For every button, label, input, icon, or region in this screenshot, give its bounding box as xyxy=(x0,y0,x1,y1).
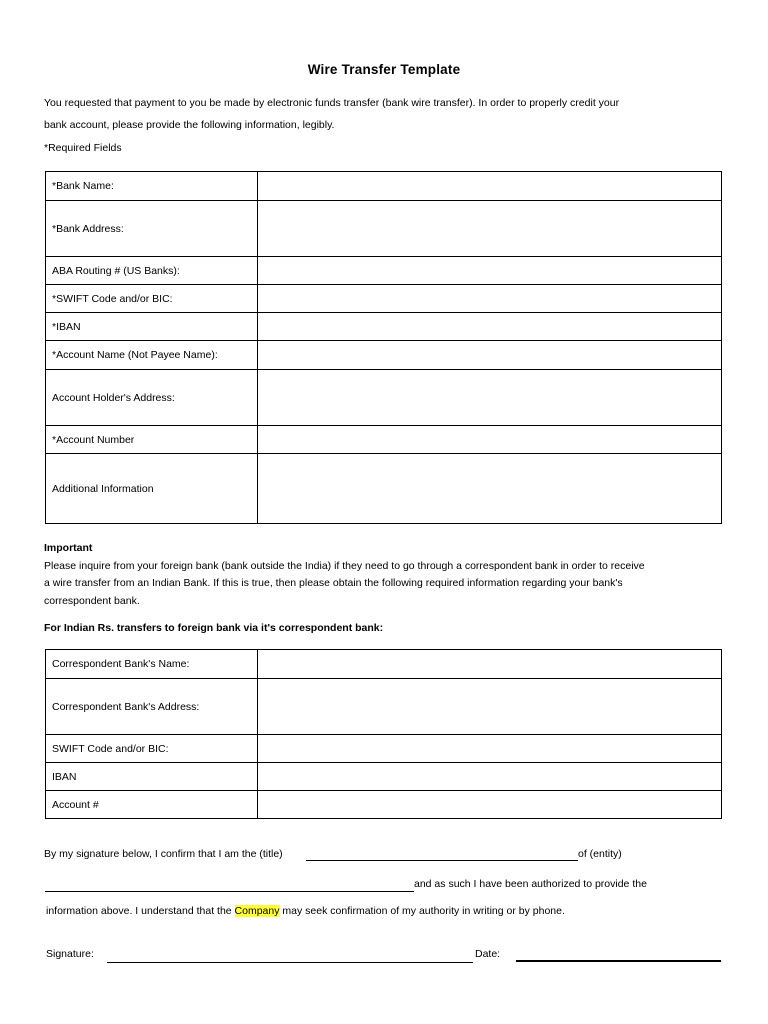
bank-address-label: *Bank Address: xyxy=(46,201,258,257)
swift-code-field[interactable] xyxy=(258,285,722,313)
correspondent-swift-field[interactable] xyxy=(258,735,722,763)
important-heading: Important xyxy=(44,542,93,554)
date-line[interactable] xyxy=(516,960,721,962)
table-row xyxy=(46,791,722,819)
important-line-1: Please inquire from your foreign bank (bank outside the India) if they need to go through a correspondent bank in order to receive xyxy=(44,560,645,572)
account-number-field[interactable] xyxy=(258,426,722,454)
intro-line-2: bank account, please provide the following information, legibly. xyxy=(44,119,335,131)
aba-routing-label: ABA Routing # (US Banks): xyxy=(46,257,258,285)
correspondent-iban-label: IBAN xyxy=(46,763,258,791)
important-line-2: a wire transfer from an Indian Bank. If this is true, then please obtain the following required information regarding your bank's xyxy=(44,577,623,589)
table-row xyxy=(46,172,722,201)
table-row xyxy=(46,735,722,763)
table-row xyxy=(46,679,722,735)
additional-info-label: Additional Information xyxy=(46,454,258,524)
correspondent-account-field[interactable] xyxy=(258,791,722,819)
aba-routing-field[interactable] xyxy=(258,257,722,285)
entity-blank-line[interactable] xyxy=(45,891,414,892)
additional-info-field[interactable] xyxy=(258,454,722,524)
signature-label: Signature: xyxy=(46,948,94,960)
table-row xyxy=(46,426,722,454)
account-number-label: *Account Number xyxy=(46,426,258,454)
table-row xyxy=(46,763,722,791)
bank-address-field[interactable] xyxy=(258,201,722,257)
title-blank-line[interactable] xyxy=(306,860,578,861)
table-row xyxy=(46,257,722,285)
iban-label: *IBAN xyxy=(46,313,258,341)
table-row xyxy=(46,285,722,313)
correspondent-bank-name-field[interactable] xyxy=(258,650,722,679)
bank-info-table xyxy=(45,171,722,524)
bank-name-field[interactable] xyxy=(258,172,722,201)
account-name-label: *Account Name (Not Payee Name): xyxy=(46,341,258,370)
table-row xyxy=(46,201,722,257)
swift-code-label: *SWIFT Code and/or BIC: xyxy=(46,285,258,313)
correspondent-bank-address-label: Correspondent Bank's Address: xyxy=(46,679,258,735)
table-row xyxy=(46,370,722,426)
table-row xyxy=(46,313,722,341)
correspondent-bank-name-label: Correspondent Bank's Name: xyxy=(46,650,258,679)
bank-name-label: *Bank Name: xyxy=(46,172,258,201)
document-title: Wire Transfer Template xyxy=(307,62,461,77)
correspondent-account-label: Account # xyxy=(46,791,258,819)
account-name-field[interactable] xyxy=(258,341,722,370)
correspondent-bank-table xyxy=(45,649,722,819)
confirmation-text-3: and as such I have been authorized to provide the xyxy=(414,878,647,890)
correspondent-bank-address-field[interactable] xyxy=(258,679,722,735)
required-fields-note: *Required Fields xyxy=(44,142,122,154)
correspondent-swift-label: SWIFT Code and/or BIC: xyxy=(46,735,258,763)
table-row xyxy=(46,454,722,524)
table-row xyxy=(46,650,722,679)
iban-field[interactable] xyxy=(258,313,722,341)
account-holder-address-field[interactable] xyxy=(258,370,722,426)
confirmation-text-2: of (entity) xyxy=(578,848,622,860)
confirmation-text-1: By my signature below, I confirm that I am the (title) xyxy=(44,848,283,860)
company-highlight: Company xyxy=(234,905,280,917)
signature-line[interactable] xyxy=(107,962,473,963)
correspondent-heading: For Indian Rs. transfers to foreign bank via it's correspondent bank: xyxy=(44,622,384,634)
intro-line-1: You requested that payment to you be made by electronic funds transfer (bank wire transfer). In order to properly credit your xyxy=(44,97,620,109)
table-row xyxy=(46,341,722,370)
confirmation-text-4-pre: information above. I understand that the xyxy=(46,905,232,917)
date-label: Date: xyxy=(475,948,501,960)
important-line-3: correspondent bank. xyxy=(44,595,140,607)
account-holder-address-label: Account Holder's Address: xyxy=(46,370,258,426)
confirmation-text-4-post: may seek confirmation of my authority in writing or by phone. xyxy=(282,905,565,917)
confirmation-text-4 xyxy=(46,904,565,918)
correspondent-iban-field[interactable] xyxy=(258,763,722,791)
